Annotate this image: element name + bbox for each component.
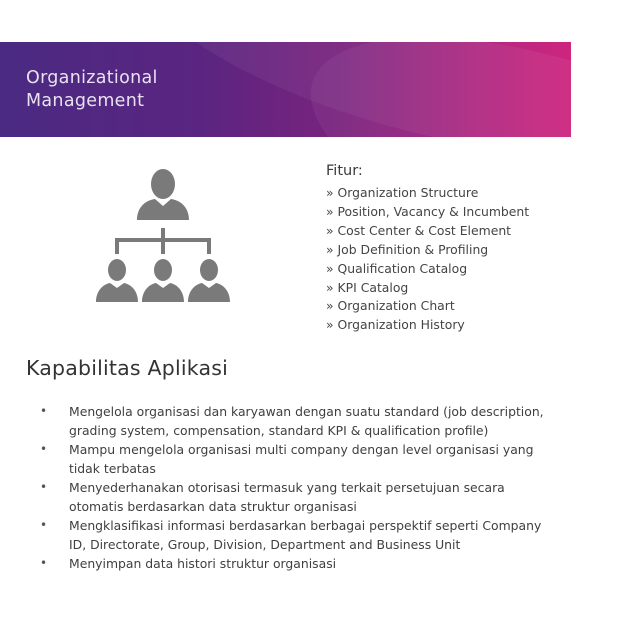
capability-text: Menyimpan data histori struktur organisasi bbox=[69, 556, 337, 571]
page-title-line2: Management bbox=[26, 91, 145, 111]
features-list bbox=[326, 184, 529, 335]
page-title bbox=[26, 67, 158, 113]
capability-item bbox=[40, 516, 560, 554]
capability-text: Mampu mengelola organisasi multi company dengan level organisasi yang tidak terbatas bbox=[69, 442, 534, 476]
feature-item: » Organization Chart bbox=[326, 298, 455, 314]
page-title-line1: Organizational bbox=[26, 68, 158, 88]
bullet-icon: • bbox=[40, 442, 48, 456]
feature-item: » Organization Structure bbox=[326, 185, 479, 200]
feature-item: » Job Definition & Profiling bbox=[326, 241, 489, 257]
header-banner bbox=[0, 42, 571, 137]
feature-item: » KPI Catalog bbox=[326, 279, 409, 295]
bullet-icon: • bbox=[40, 404, 48, 418]
features-panel bbox=[326, 161, 529, 335]
feature-item: » Qualification Catalog bbox=[326, 260, 468, 276]
capability-item bbox=[40, 554, 560, 573]
capability-item bbox=[40, 440, 560, 478]
feature-item: » Position, Vacancy & Incumbent bbox=[326, 203, 530, 219]
capability-item bbox=[40, 478, 560, 516]
bullet-icon: • bbox=[40, 480, 48, 494]
org-hierarchy-icon bbox=[92, 162, 234, 304]
feature-item: » Organization History bbox=[326, 317, 465, 333]
feature-item: » Cost Center & Cost Element bbox=[326, 222, 512, 238]
capability-item bbox=[40, 402, 560, 440]
features-title: Fitur: bbox=[326, 163, 363, 179]
capability-text: Mengklasifikasi informasi berdasarkan berbagai perspektif seperti Company ID, Directorate, Group, Division, Department and Business Unit bbox=[69, 518, 542, 552]
capabilities-title: Kapabilitas Aplikasi bbox=[26, 356, 228, 380]
capability-text: Menyederhanakan otorisasi termasuk yang terkait persetujuan secara otomatis berdasarkan data struktur organisasi bbox=[69, 480, 505, 514]
bullet-icon: • bbox=[40, 556, 48, 570]
capability-text: Mengelola organisasi dan karyawan dengan suatu standard (job description, grading system, compensation, standard KPI & qualification profile) bbox=[69, 404, 544, 438]
capabilities-list bbox=[40, 402, 560, 573]
bullet-icon: • bbox=[40, 518, 48, 532]
